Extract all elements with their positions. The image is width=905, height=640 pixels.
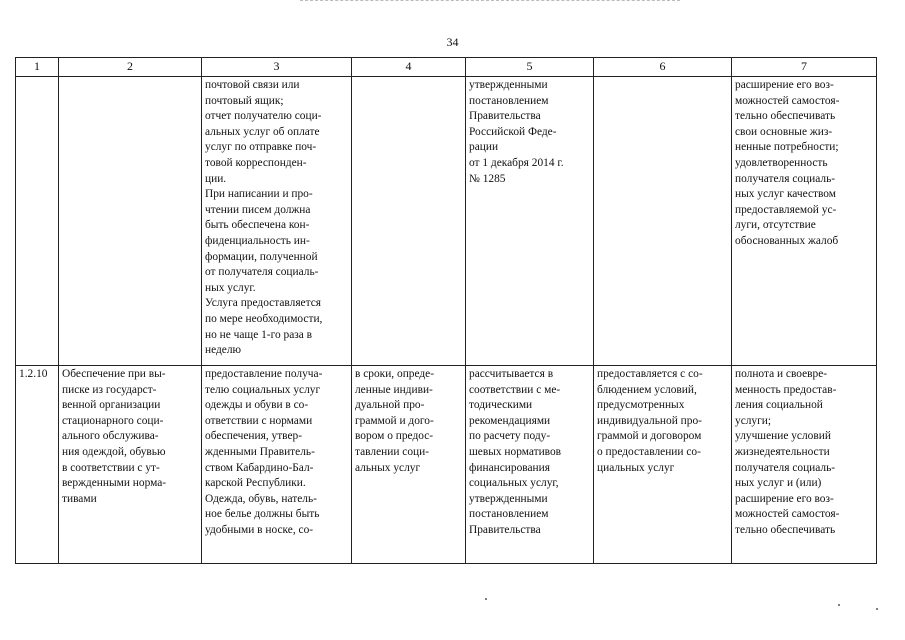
- page-number: 34: [446, 35, 459, 49]
- quality-indicators-cell: расширение его воз- можностей самостоя- тельно обеспечивать свои основные жиз- ненные потребности; удовлетворенность получателя социаль- ных услуг качеством предоставляемой ус- луги, отсутствие обоснованных жалоб: [732, 77, 877, 366]
- quality-indicators-cell: полнота и своевре- менность предостав- ления социальной услуги; улучшение условий жизнедеятельности получателя социаль- ных услуг и (или) расширение его воз- можностей самостоя- тельно обеспечивать: [732, 366, 877, 564]
- column-header: 5: [466, 58, 594, 77]
- scan-speck: [876, 608, 878, 610]
- column-header: 1: [16, 58, 59, 77]
- scan-top-edge: [300, 0, 680, 2]
- row-number-cell: 1.2.10: [16, 366, 59, 564]
- table-header-row: [16, 58, 877, 77]
- conditions-cell: предоставляется с со- блюдением условий, предусмотренных индивидуальной про- граммой и договором о предоставлении со- циальных услуг: [594, 366, 732, 564]
- scan-speck: [485, 598, 487, 600]
- table-row: [16, 366, 877, 564]
- row-number-cell: [16, 77, 59, 366]
- column-header: 2: [59, 58, 202, 77]
- service-name-cell: [59, 77, 202, 366]
- timing-cell: [352, 77, 466, 366]
- timing-cell: в сроки, опреде- ленные индиви- дуальной про- граммой и дого- вором о предос- тавлении соци- альных услуг: [352, 366, 466, 564]
- column-header: 3: [202, 58, 352, 77]
- service-name-cell: Обеспечение при вы- писке из государст- венной организации стационарного соци- ального обслужива- ния одеждой, обувью в соответствии с ут- вержденными норма- тивами: [59, 366, 202, 564]
- column-header: 6: [594, 58, 732, 77]
- tariff-cell: рассчитывается в соответствии с ме- тодическими рекомендациями по расчету поду- шевых нормативов финансирования социальных услуг, утвержденными постановлением Правительства: [466, 366, 594, 564]
- services-table: [15, 57, 877, 564]
- conditions-cell: [594, 77, 732, 366]
- table-row: [16, 77, 877, 366]
- service-description-cell: предоставление получа- телю социальных услуг одежды и обуви в со- ответствии с нормами обеспечения, утвер- жденными Правитель- ством Кабардино-Бал- карской Республики. Одежда, обувь, натель- ное белье должны быть удобными в носке, со-: [202, 366, 352, 564]
- scan-speck: [838, 604, 840, 606]
- column-header: 4: [352, 58, 466, 77]
- service-description-cell: почтовой связи или почтовый ящик; отчет получателю соци- альных услуг об оплате услуг по отправке поч- товой корреспонден- ции. При написании и про- чтении писем должна быть обеспечена кон- фиденциальность ин- формации, полученной от получателя социаль- ных услуг. Услуга предоставляется по мере необходимости, но не чаще 1-го раза в неделю: [202, 77, 352, 366]
- column-header: 7: [732, 58, 877, 77]
- tariff-cell: утвержденными постановлением Правительства Российской Феде- рации от 1 декабря 2014 г. № 1285: [466, 77, 594, 366]
